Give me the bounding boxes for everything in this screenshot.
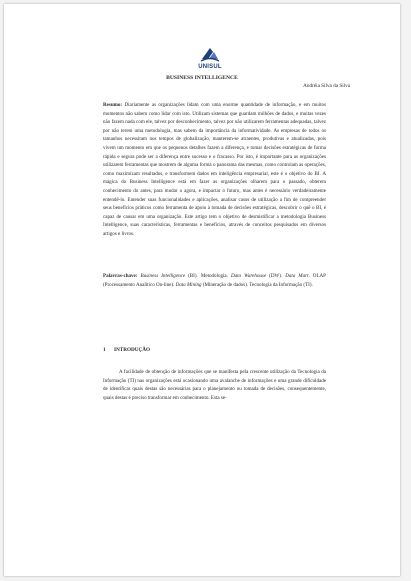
introduction-paragraph: A facilidade de obtenção de informações que se manifesta pela crescente utilização da Tecnologia da Informação (TI) nas organizações está ocasionando uma avalanche de informações e uma grande dificuldade de identificar quais destas são necessárias para o planejamento ou tomada de decisões, consequentemente, quais destas é preciso transformar em conhecimento. Esta se-	[103, 369, 326, 401]
university-logo	[192, 46, 228, 76]
logo-text: UNISUL	[198, 64, 222, 70]
author-name: Andréia Silva da Silva	[303, 83, 350, 89]
keywords-label: Palavras-chave	[103, 273, 136, 279]
section-heading	[103, 347, 150, 354]
keyword-part: Data Mart	[285, 273, 309, 279]
keyword-part: Data Warehouse	[230, 273, 267, 279]
keyword-part: Business Intelligence	[140, 273, 186, 279]
keywords-paragraph: Palavras-chave: Business Intelligence (BI). Metodologia. Data Warehouse (DW). Data Mart. OLAP (Processamento Analítico On-line). Data Mining (Mineração de dados). Tecnologia da Informação (TI).	[103, 273, 326, 288]
keyword-part: . OLAP (Processamento Analítico On-line).	[103, 273, 326, 288]
section-number: 1	[103, 347, 106, 353]
keyword-part: Data Mining	[175, 281, 202, 288]
abstract-paragraph: Resumo: Diariamente as organizações lidam com uma enorme quantidade de informação, e em muitos momentos não sabem como lidar com isto. Utilizam sistemas que guardam milhões de dados, e muitas vezes não fazem nada com ele, talvez por desconhecimento, talvez por não utilizarem ferramentas adequadas, talvez por não terem uma metodologia, mas sabem da importância da informatividade. As empresas de todos os tamanhos necessitam nos tempos de globalização, manterem-se atraentes, produtivas e atualizadas, pois vivem um momento em que os pequenos detalhes fazem a diferença, e tomar decisões estratégicas de forma rápida e segura pode ser a diferença entre sucesso e o fracasso. Por isto, é importante para as organizações utilizarem ferramentas que mostrem de alguma forma o panorama das mesmas, como controlam as operações, como maximizam resultados, e transformem dados em inteligência empresarial, este é o objetivo do BI. A mágica do Business Intelligence está em fazer as organizações olharem para o passado, obterem conhecimento do antes, para mudar o agora, e impactar o futuro, mas antes é necessário verdadeiramente entendê-lo. Entender suas funcionalidades e aplicações, analisar casos de utilização a fim de compreender seus benefícios práticos como ferramenta de apoio à tomada de decisões estratégicas, descobrir o quê o BI, é capaz de causar em uma organização. Este artigo tem o objetivo de desmistificar a metodologia Business Intelligence, suas características, ferramentas e benefícios, através de conceitos pesquisados em diversos artigos e livros.	[103, 102, 326, 237]
keyword-part: (Mineração de dados). Tecnologia da Informação (TI).	[201, 281, 313, 288]
keyword-part: (BI). Metodologia.	[185, 273, 231, 279]
document-page	[4, 4, 400, 576]
keyword-part: (DW).	[266, 273, 286, 279]
abstract-label: Resumo	[103, 102, 121, 108]
paper-title: BUSINESS INTELLIGENCE	[166, 75, 238, 81]
unisul-emblem-icon	[200, 46, 220, 64]
abstract-text: Diariamente as organizações lidam com uma enorme quantidade de informação, e em muitos momentos não sabem como lidar com isto. Utilizam sistemas que guardam milhões de dados, e muitas vezes não fazem nada com ele, talvez por desconhecimento, talvez por não utilizarem ferramentas adequadas, talvez por não terem uma metodologia, mas sabem da importância da informatividade. As empresas de todos os tamanhos necessitam nos tempos de globalização, manterem-se atraentes, produtivas e atualizadas, pois vivem um momento em que os pequenos detalhes fazem a diferença, e tomar decisões estratégicas de forma rápida e segura pode ser a diferença entre sucesso e o fracasso. Por isto, é importante para as organizações utilizarem ferramentas que mostrem de alguma forma o panorama das mesmas, como controlam as operações, como maximizam resultados, e transformem dados em inteligência empresarial, este é o objetivo do BI. A mágica do Business Intelligence está em fazer as organizações olharem para o passado, obterem conhecimento do antes, para mudar o agora, e impactar o futuro, mas antes é necessário verdadeiramente entendê-lo. Entender suas funcionalidades e aplicações, analisar casos de utilização a fim de compreender seus benefícios práticos como ferramenta de apoio à tomada de decisões estratégicas, descobrir o quê o BI, é capaz de causar em uma organização. Este artigo tem o objetivo de desmistificar a metodologia Business Intelligence, suas características, ferramentas e benefícios, através de conceitos pesquisados em diversos artigos e livros.	[103, 102, 326, 237]
section-title: INTRODUÇÃO	[114, 347, 151, 353]
